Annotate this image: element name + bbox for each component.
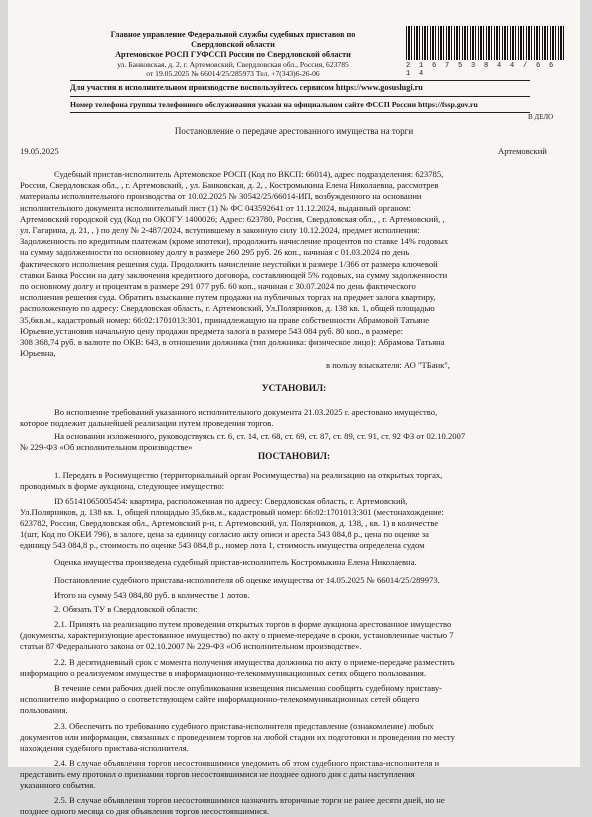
postanovil-line: документов или информации, связанных с проведением торгов на любой стадии их подготовки и проведения по месту — [20, 732, 455, 742]
intro-line: материалы исполнительного производства от 10.02.2025 № 30542/25/66014-ИП, возбужденного на основании — [20, 191, 422, 202]
postanovil-line: 2.1. Принять на реализацию путем проведения открытых торгов в форме аукциона арестованное имущество — [54, 619, 452, 629]
header-reference: от 19.05.2025 № 66014/25/285973 Тел. +7(343)6-26-06 — [146, 69, 320, 78]
ustanovil-line: Во исполнение требований указанного исполнительного документа 21.03.2025 г. арестовано имущество, — [54, 407, 438, 417]
intro-line: Судебный пристав-исполнитель Артемовское РОСП (Код по ВКСП: 66014), адрес подразделения: 623785, — [54, 169, 444, 179]
postanovil-line: Постановление судебного пристава-исполнителя об оценке имущества от 14.05.2025 № 66014/25/289973. — [54, 575, 440, 585]
document-date: 19.05.2025 — [20, 146, 59, 156]
intro-line: 35,6кв.м., кадастровый номер: 66:02:1701013:301, принадлежащую на праве собственности Абрамовой Татьяне — [20, 314, 430, 325]
postanovil-line: 2.3. Обеспечить по требованию судебного пристава-исполнителя представление (ознакомление) любых — [54, 721, 434, 731]
document-page — [8, 0, 580, 816]
document-city: Артемовский — [498, 146, 547, 156]
stamp-v-delo: В ДЕЛО — [528, 113, 554, 121]
postanovil-line: представить ему протокол о признании торгов несостоявшимися не позднее одного дня с даты наступления — [20, 769, 415, 779]
postanovil-line: позднее одного месяца со дня объявления торгов несостоявшимися. — [20, 806, 270, 816]
header-region: Свердловской области — [191, 40, 275, 49]
claimant-line: в пользу взыскателя: АО "ТБанк", — [326, 360, 450, 370]
postanovil-line: 2.4. В случае объявления торгов несостоявшимися уведомить об этом судебного пристава-исполнителя и — [54, 758, 440, 768]
header-divider-3 — [70, 112, 530, 113]
header-divider-2 — [70, 96, 530, 97]
intro-line: расположенную по адресу: Свердловская область, г. Артемовский, Ул.Полярников, д. 138 кв. 1, общей площадью — [20, 303, 435, 314]
ustanovil-line: На основании изложенного, руководствуясь ст. 6, ст. 14, ст. 68, ст. 69, ст. 87, ст. 89, ст. 91, ст. 92 ФЗ от 02.10.2007 — [54, 431, 466, 441]
postanovil-line: В течение семи рабочих дней после опубликования извещения письменно сообщить судебному приставу- — [54, 683, 443, 693]
intro-line: исполнения решения суда. Обратить взыскание путем продажи на публичных торгах на предмет залога квартиру, — [20, 292, 436, 303]
intro-line: ул. Гагарина, д. 21, , ) по делу № 2-487/2024, вступившему в законную силу 10.12.2024, предмет исполнения: — [20, 225, 420, 235]
postanovil-line: исполнителю информацию о соответствующем сайте информационно-телекоммуникационных сетей общего — [20, 694, 420, 704]
intro-line: на сумму задолженности по основному долгу в размере 260 295 руб. 26 коп., начиная с 01.03.2024 по день — [20, 247, 410, 258]
header-address: ул. Банковская, д. 2, г. Артемовский, Свердловская обл., Россия, 623785 — [117, 60, 349, 69]
postanovil-line: ID 65141065005454: квартира, расположенная по адресу: Свердловская область, г. Артемовский, — [54, 496, 408, 506]
postanovil-line: 1. Передать в Росимущество (территориальный орган Росимущества) на реализацию на открытых торгах, — [54, 470, 443, 480]
postanovil-line: проводимых в форме аукциона, следующее имущество: — [20, 481, 225, 491]
postanovil-line: 2. Обязать ТУ в Свердловской области: — [54, 604, 198, 614]
postanovil-line: единицу 543 084,8 р., стоимость по оценке 543 084,8 р., номер лота 1, стоимость имущества определена судом — [20, 540, 425, 550]
intro-line: Юрьевне,установив начальную цену продажи предмета залога в размере 543 084 руб. 80 коп., в размере: — [20, 325, 404, 336]
postanovil-line: 1(шт, Код по ОКЕИ 796), в залоге, цена за единицу согласно акту описи и ареста 543 084,8 р., цена по оценке за — [20, 529, 429, 539]
header-agency: Главное управление Федеральной службы судебных приставов по — [110, 30, 356, 39]
intro-line: ставки Банка России на дату заключения кредитного договора, составляющей 5% годовых, на сумму задолженности — [20, 269, 448, 280]
postanovil-line: 623782, Россия, Свердловская обл., Артемовский р-н, г. Артемовский, ул. Полярников, д. 138, , кв. 1) в количестве — [20, 518, 439, 528]
ustanovil-line: которое подлежит дальнейшей реализации путем проведения торгов. — [20, 418, 274, 428]
ustanovil-line: № 229-ФЗ «Об исполнительном производстве» — [20, 442, 193, 452]
postanovil-line: указанного события. — [20, 780, 96, 790]
intro-line: Россия, Свердловская обл., , г. Артемовский, , ул. Банковская, д. 2, , Костромыкина Елена Николаевна, рассмотрев — [20, 180, 439, 191]
postanovil-line: нахождения судебного пристава-исполнителя. — [20, 743, 189, 753]
phone-notice: Номер телефона группы телефонного обслуживания указан на официальном сайте ФССП России https://fssp.gov.ru — [70, 100, 478, 109]
intro-line: 308 368,74 руб. в валюте по ОКВ: 643, в отношении должника (тип должника: физическое лицо): Абрамова Татьяна — [20, 337, 445, 347]
gosuslugi-notice: Для участия в исполнительном производстве воспользуйтесь сервисом https://www.gosuslugi.ru — [70, 83, 423, 92]
header-department: Артемовское РОСП ГУФССП России по Свердловской области — [115, 50, 351, 59]
intro-line: Юрьевна, — [20, 348, 56, 359]
postanovil-heading: ПОСТАНОВИЛ: — [257, 452, 331, 462]
intro-line: исполнительного документа исполнительный лист (1) № ФС 043592641 от 11.12.2024, выданный органом: — [20, 202, 411, 213]
document-title: Постановление о передаче арестованного имущества на торги — [174, 126, 414, 136]
postanovil-line: информацию о реализуемом имуществе в информационно-телекоммуникационных сетях общего пользования. — [20, 668, 427, 678]
intro-line: по основному долгу и процентам в размере 291 077 руб. 60 коп., начиная с 30.07.2024 по день фактического — [20, 281, 416, 291]
postanovil-line: Оценка имущества произведена судебный пристав-исполнитель Костромыкина Елена Николаевна. — [54, 557, 417, 567]
postanovil-line: статьи 87 Федерального закона от 02.10.2007 № 229-ФЗ «Об исполнительном производстве». — [20, 641, 362, 651]
intro-line: Артемовский городской суд (Код по ОКОГУ 1400026; Адрес: 623780, Россия, Свердловская обл., , г. Артемовский, , — [20, 213, 445, 224]
postanovil-line: (документы, характеризующие арестованное имущество) по акту о приеме-передаче в сроки, установленные частью 7 — [20, 630, 454, 640]
header-divider — [70, 80, 530, 81]
intro-line: Задолженность по кредитным платежам (кроме ипотеки), продолжить начисление процентов по ставке 14% годовых — [20, 236, 449, 247]
postanovil-line: 2.2. В десятидневный срок с момента получения имущества должника по акту о приеме-передаче разместить — [54, 657, 455, 667]
barcode — [406, 26, 564, 60]
postanovil-line: 2.5. В случае объявления торгов несостоявшимися назначить вторичные торги не ранее десяти дней, но не — [54, 795, 445, 805]
barcode-number: 2 1 6 7 5 3 8 4 4 / 6 6 1 4 — [406, 62, 556, 78]
postanovil-line: пользования. — [20, 705, 68, 715]
postanovil-line: Ул.Полярников, д. 138 кв. 1, общей площадью 35,6кв.м., кадастровый номер: 66:02:1701013:301 (местонахождение: — [20, 507, 444, 517]
postanovil-line: Итого на сумму 543 084,80 руб. в количестве 1 лотов. — [54, 590, 250, 600]
intro-line: фактического исполнения решения суда. Продолжить начисление неустойки в размере 1/366 от размера ключевой — [20, 258, 438, 269]
ustanovil-heading: УСТАНОВИЛ: — [261, 384, 327, 394]
